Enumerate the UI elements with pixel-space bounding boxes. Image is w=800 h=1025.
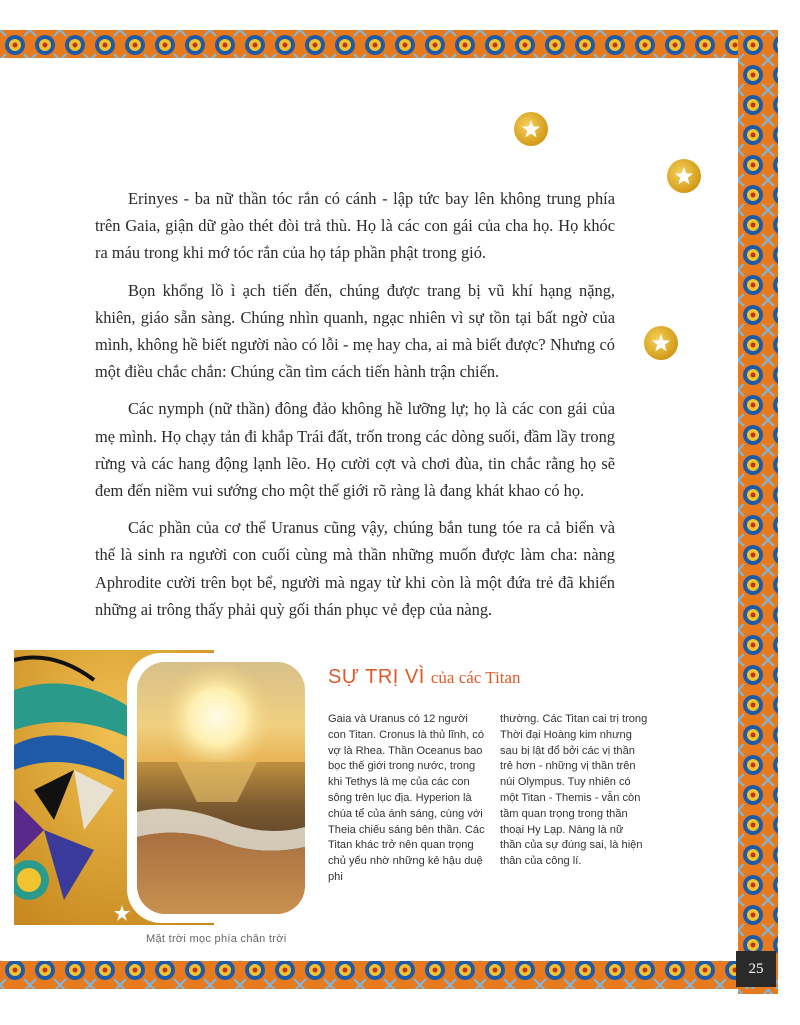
photo-caption: Mặt trời mọc phía chân trời (146, 933, 287, 945)
info-box-title (328, 666, 521, 689)
info-box-column-2: thường. Các Titan cai trị trong Thời đại Hoàng kim nhưng sau bị lật đổ bởi các vị thần trẻ hơn - những vị thần trên núi Olympus. Tuy nhiên có một Titan - Themis - vẫn còn tầm quan trọng trong thần thoại Hy Lạp. Nàng là nữ thần của sự đúng sai, là hiện thân của công lí. (500, 713, 648, 868)
sunrise-photo (137, 662, 305, 914)
decorative-border-right (738, 30, 778, 994)
info-box-title-rest: của các Titan (430, 668, 521, 687)
gold-star-icon (514, 112, 548, 146)
paragraph: Các phần của cơ thể Uranus cũng vậy, chúng bắn tung tóe ra cả biển và thế là sinh ra người con cuối cùng mà thần những muốn được làm cha: nàng Aphrodite cười trên bọt bể, người mà ngay từ khi còn là một đứa trẻ đã khiến những ai trông thấy phải quỳ gối thán phục vẻ đẹp của nàng. (95, 518, 615, 619)
decorative-border-top (0, 0, 778, 60)
gold-star-icon (667, 159, 701, 193)
info-box-column-1: Gaia và Uranus có 12 người con Titan. Cronus là thủ lĩnh, có vợ là Rhea. Thần Oceanus bao bọc thế giới trong nước, trong khi Tethys là mẹ của các con sông trên lục địa. Hyperion là chúa tể của ánh sáng, cùng với Theia chiếu sáng bên thần. Các Titan khác trở nên quan trọng chủ yếu nhờ những kẻ hậu duệ phi (328, 713, 485, 883)
body-text (95, 185, 615, 633)
paragraph: Bọn khổng lồ ì ạch tiến đến, chúng được trang bị vũ khí hạng nặng, khiên, giáo sẵn sàng. Chúng nhìn quanh, ngạc nhiên vì sự tồn tại bất ngờ của mình, không hề biết người nào có lỗi - mẹ hay cha, ai mà biết được? Nhưng có một điều chắc chắn: Chúng cần tìm cách tiến hành trận chiến. (95, 280, 615, 382)
paragraph: Các nymph (nữ thần) đông đảo không hề lưỡng lự; họ là các con gái của mẹ mình. Họ chạy tản đi khắp Trái đất, trốn trong các dòng suối, đầm lầy trong rừng và các hang động lạnh lẽo. Họ cười cợt và chơi đùa, tin chắc rằng họ sẽ đem đến niềm vui sướng cho một thế giới rõ ràng là đang khát khao có họ. (95, 399, 615, 501)
info-box-title-main: SỰ TRỊ VÌ (328, 666, 425, 688)
gold-star-icon (644, 326, 678, 360)
paragraph: Erinyes - ba nữ thần tóc rắn có cánh - lập tức bay lên không trung phía trên Gaia, giận dữ gào thét đòi trả thù. Họ là các con gái của cha họ. Họ khóc ra máu trong khi mớ tóc rắn của họ táp phần phật trong gió. (95, 189, 615, 263)
page-number: 25 (736, 951, 776, 987)
page-margin-bottom (0, 995, 800, 1025)
decorative-border-bottom (0, 955, 778, 995)
